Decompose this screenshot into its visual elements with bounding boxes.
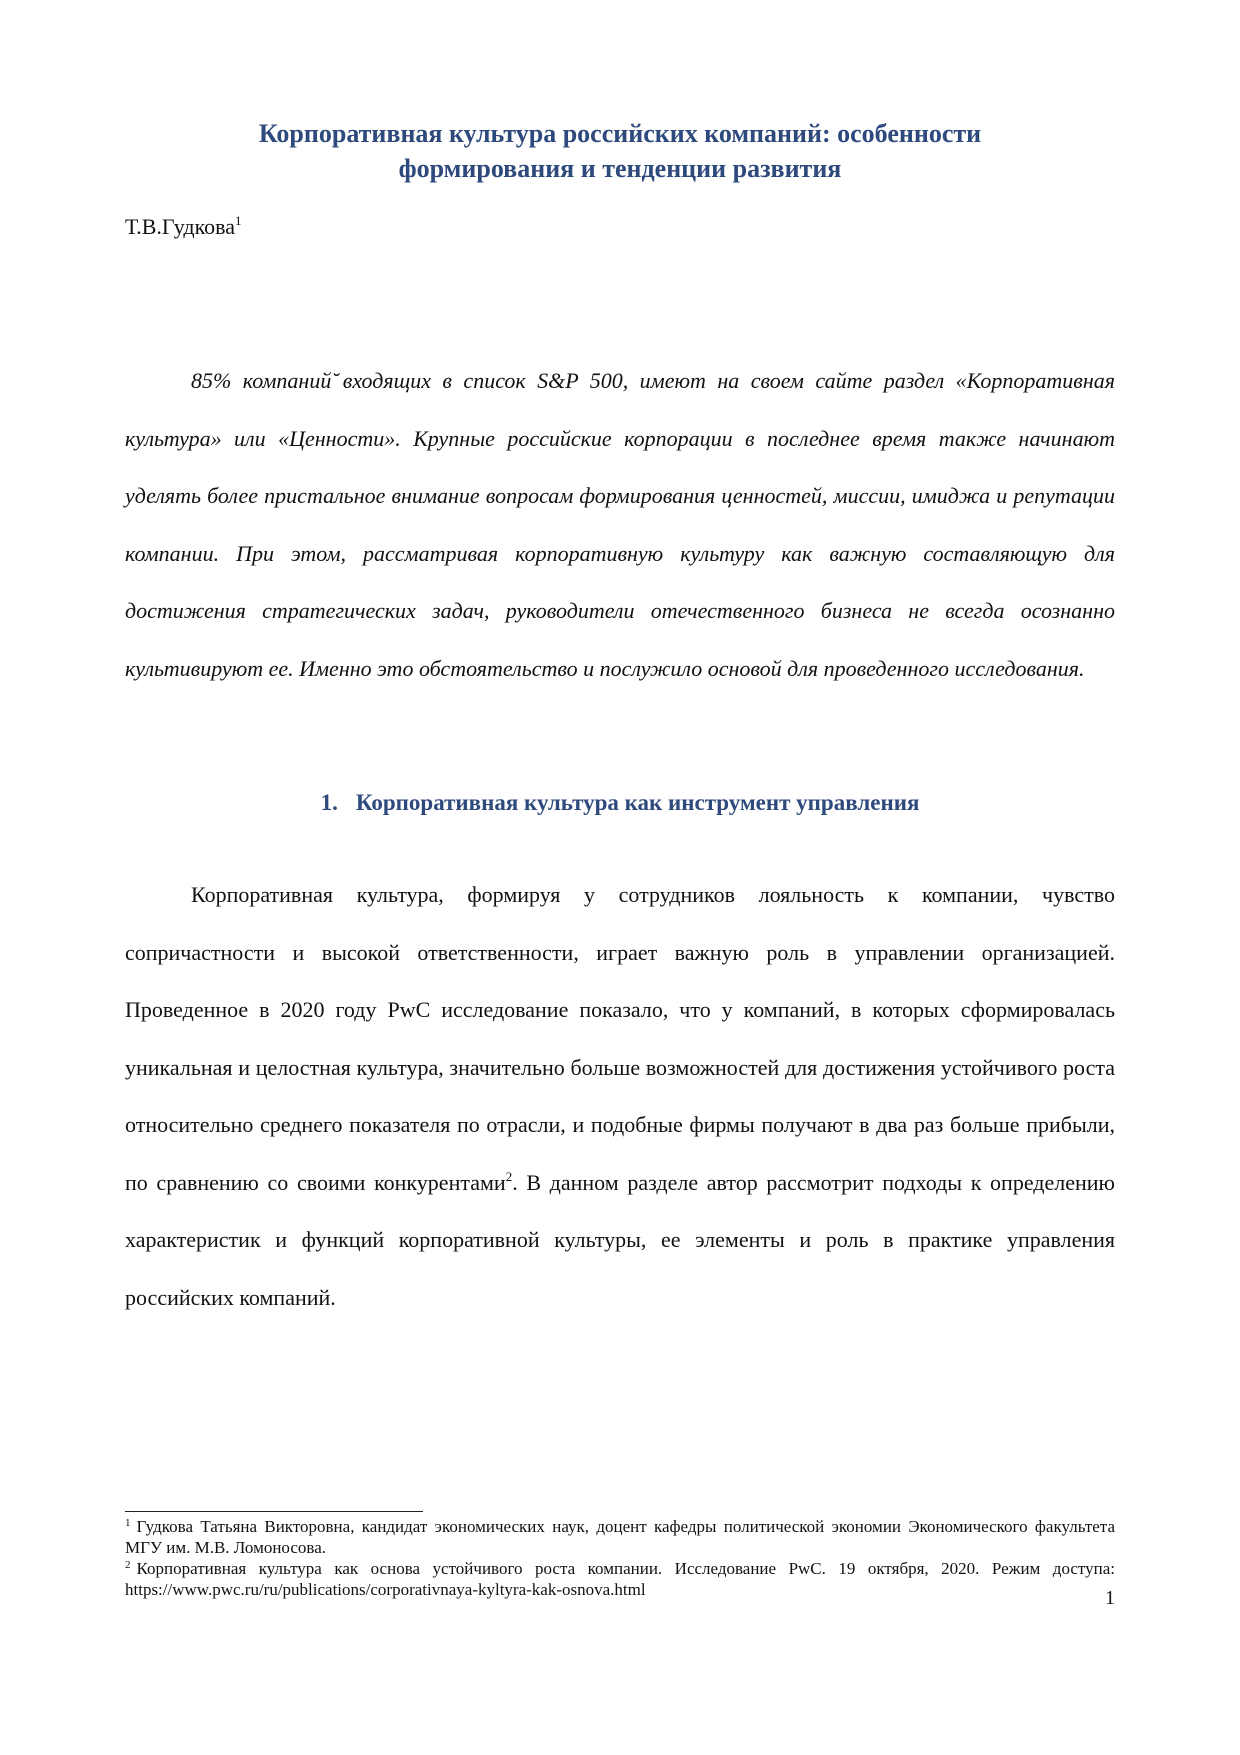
body-text-part-2: . В данном разделе автор рассмотрит подходы к определению характеристик и функций корпоративной культуры, ее элементы и роль в практике управления российских компаний. xyxy=(125,1169,1115,1310)
body-footnote-mark[interactable]: 2 xyxy=(505,1168,513,1184)
document-title xyxy=(125,116,1115,186)
footnote-2-text: Корпоративная культура как основа устойчивого роста компании. Исследование PwC. 19 октября, 2020. Режим доступа: https://www.pwc.ru/ru/publications/corporativnaya-kyltyra-kak-osnova.html xyxy=(125,1559,1115,1599)
footnote-2-mark: 2 xyxy=(125,1559,131,1571)
footnote-1-text: Гудкова Татьяна Викторовна, кандидат экономических наук, доцент кафедры политической экономии Экономического факультета МГУ им. М.В. Ломоносова. xyxy=(125,1517,1115,1557)
footnote-1 xyxy=(125,1516,1115,1558)
section-heading xyxy=(125,788,1115,818)
section-number: 1. xyxy=(320,790,338,815)
abstract-paragraph: 85% компаний̆ входящих в список S&P 500, имеют на своем сайте раздел «Корпоративная культура» или «Ценности». Крупные российские корпорации в последнее время также начинают уделять более пристальное внимание вопросам формирования ценностей, миссии, имиджа и репутации компании. При этом, рассматривая корпоративную культуру как важную составляющую для достижения стратегических задач, руководители отечественного бизнеса не всегда осознанно культивируют ее. Именно это обстоятельство и послужило основой для проведенного исследования. xyxy=(125,368,1115,681)
author-line xyxy=(125,212,242,242)
title-line-2: формирования и тенденции развития xyxy=(398,154,842,183)
title-line-1: Корпоративная культура российских компаний: особенности xyxy=(258,119,982,148)
author-name: Т.В.Гудкова xyxy=(125,214,236,239)
section-title: Корпоративная культура как инструмент управления xyxy=(355,790,920,815)
body-text-part-1: Корпоративная культура, формируя у сотрудников лояльность к компании, чувство сопричастности и высокой ответственности, играет важную роль в управлении организацией. Проведенное в 2020 году PwC исследование показало, что у компаний, в которых сформировалась уникальная и целостная культура, значительно больше возможностей для достижения устойчивого роста относительно среднего показателя по отрасли, и подобные фирмы получают в два раз больше прибыли, по сравнению со своими конкурентами xyxy=(125,882,1115,1195)
body-paragraph xyxy=(125,866,1115,1326)
page-number: 1 xyxy=(1105,1587,1115,1609)
footnote-1-mark: 1 xyxy=(125,1517,131,1529)
footnote-2 xyxy=(125,1558,1115,1600)
footnotes xyxy=(125,1516,1115,1600)
footnote-separator xyxy=(125,1511,423,1512)
author-footnote-mark[interactable]: 1 xyxy=(235,213,242,228)
